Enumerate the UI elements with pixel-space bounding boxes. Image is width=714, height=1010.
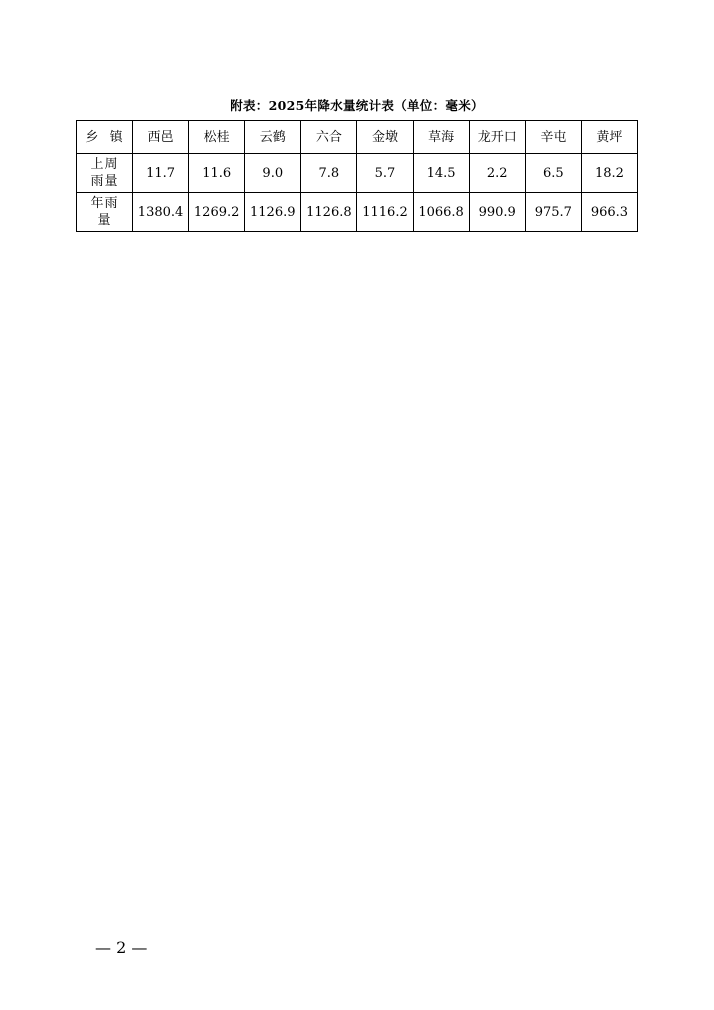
row-label: 上周雨量: [90, 157, 119, 189]
table-row-annual: [77, 193, 638, 232]
table-cell: 966.3: [581, 193, 637, 232]
table-cell: 1269.2: [189, 193, 245, 232]
table-cell: 11.6: [189, 154, 245, 193]
table-cell: 990.9: [469, 193, 525, 232]
header-cell: 松桂: [189, 121, 245, 154]
table-cell: 1116.2: [357, 193, 413, 232]
header-cell: 龙开口: [469, 121, 525, 154]
header-cell: 云鹤: [245, 121, 301, 154]
table-cell: 18.2: [581, 154, 637, 193]
table-row-last-week: [77, 154, 638, 193]
table-cell: 975.7: [525, 193, 581, 232]
table-cell: 7.8: [301, 154, 357, 193]
page-number: — 2 —: [95, 938, 148, 957]
header-cell: 草海: [413, 121, 469, 154]
header-cell-township: 乡 镇: [77, 121, 133, 154]
table-cell: 2.2: [469, 154, 525, 193]
header-cell: 黄坪: [581, 121, 637, 154]
table-cell: 5.7: [357, 154, 413, 193]
table-cell: 14.5: [413, 154, 469, 193]
header-cell: 金墩: [357, 121, 413, 154]
table-title: 附表：2025年降水量统计表（单位：毫米）: [230, 98, 484, 113]
table-cell: 1066.8: [413, 193, 469, 232]
table-cell: 9.0: [245, 154, 301, 193]
row-label: 年雨量: [90, 196, 119, 228]
table-cell: 1126.8: [301, 193, 357, 232]
table-cell: 1126.9: [245, 193, 301, 232]
header-cell: 西邑: [133, 121, 189, 154]
row-label-cell: [77, 193, 133, 232]
table-header-row: [77, 121, 638, 154]
row-label-cell: [77, 154, 133, 193]
header-cell: 六合: [301, 121, 357, 154]
table-cell: 6.5: [525, 154, 581, 193]
header-cell: 辛屯: [525, 121, 581, 154]
table-cell: 1380.4: [133, 193, 189, 232]
rainfall-table: [76, 120, 638, 232]
table-cell: 11.7: [133, 154, 189, 193]
